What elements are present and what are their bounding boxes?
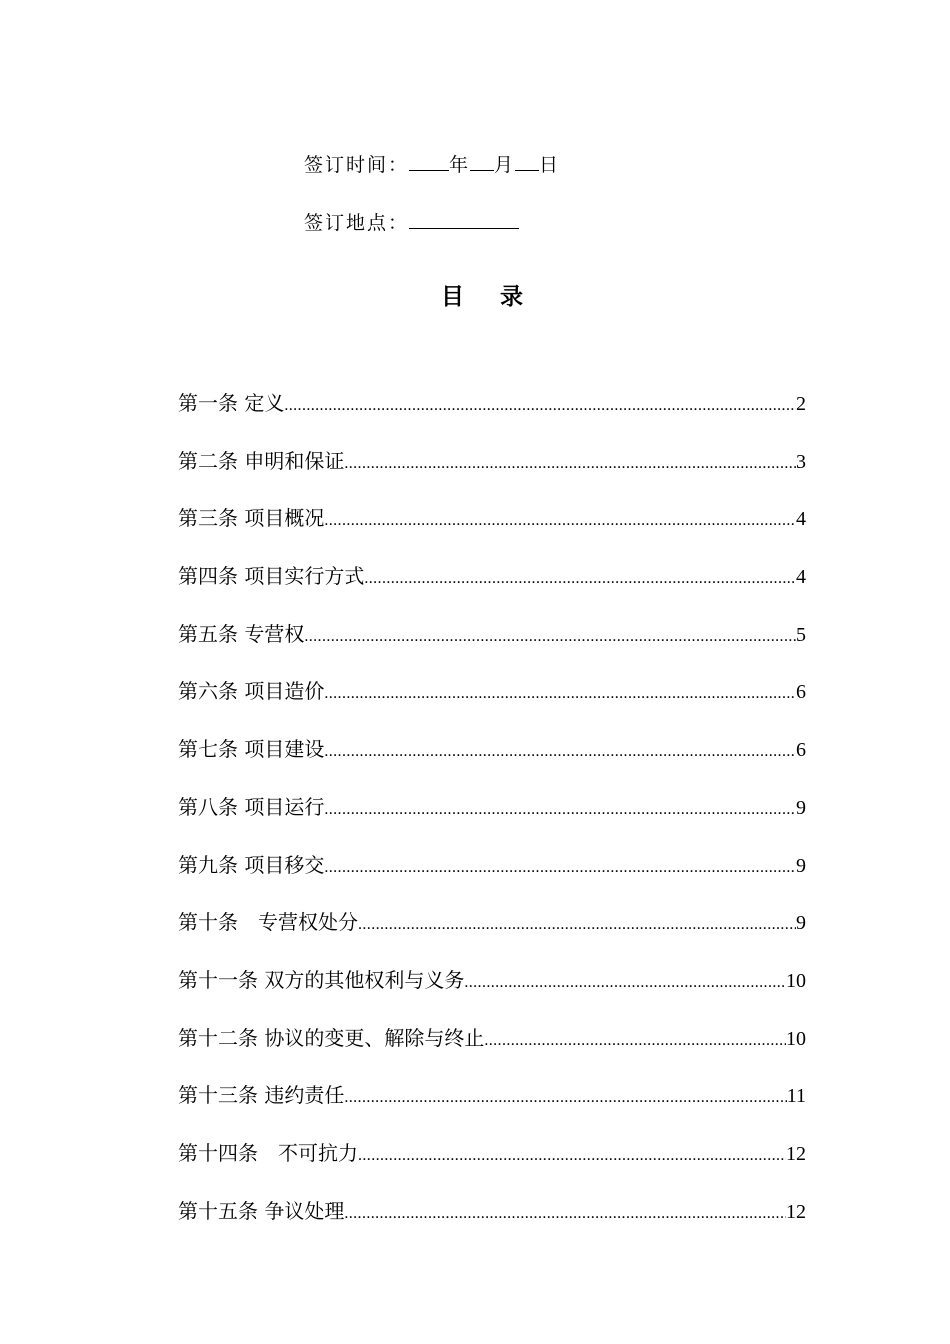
toc-entry[interactable]	[178, 504, 806, 562]
toc-entry[interactable]	[178, 1139, 806, 1197]
year-blank	[409, 152, 449, 171]
toc-entry-page-number: 3	[796, 450, 806, 473]
toc-entry-page-number: 9	[796, 796, 806, 819]
toc-dot-leader	[358, 911, 796, 939]
signing-time-label: 签订时间：	[304, 154, 410, 176]
month-label: 月	[494, 154, 516, 176]
toc-entry[interactable]	[178, 1081, 806, 1139]
toc-entry-label: 第一条 定义	[178, 391, 285, 415]
signing-place-label: 签订地点：	[304, 212, 410, 234]
toc-dot-leader	[344, 1084, 786, 1112]
day-label: 日	[539, 154, 561, 176]
toc-dot-leader	[484, 1027, 786, 1055]
toc-entry-page-number: 12	[786, 1142, 806, 1165]
toc-entry[interactable]	[178, 851, 806, 909]
toc-dot-leader	[324, 854, 796, 882]
toc-dot-leader	[364, 565, 796, 593]
toc-dot-leader	[304, 623, 796, 651]
toc-dot-leader	[324, 507, 796, 535]
toc-entry[interactable]	[178, 1197, 806, 1255]
toc-entry-page-number: 9	[796, 912, 806, 935]
toc-entry-page-number: 9	[796, 854, 806, 877]
toc-entry-page-number: 10	[786, 1027, 806, 1050]
toc-entry-label: 第八条 项目运行	[178, 794, 325, 819]
signing-time-line	[304, 152, 560, 177]
toc-entry-label: 第十二条 协议的变更、解除与终止	[178, 1025, 485, 1050]
signing-place-line	[304, 210, 519, 235]
toc-entry[interactable]	[178, 793, 806, 851]
toc-entry[interactable]	[178, 966, 806, 1024]
toc-dot-leader	[344, 450, 796, 478]
toc-entry-page-number: 4	[796, 566, 806, 589]
toc-entry-label: 第七条 项目建设	[178, 737, 325, 762]
toc-entry[interactable]	[178, 447, 806, 505]
toc-entry[interactable]	[178, 620, 806, 678]
month-blank	[470, 152, 494, 171]
toc-entry[interactable]	[178, 908, 806, 966]
toc-entry-page-number: 2	[796, 393, 806, 415]
toc-entry-label: 第九条 项目移交	[178, 852, 325, 877]
toc-entry-page-number: 6	[796, 739, 806, 762]
toc-entry-label: 第二条 申明和保证	[178, 448, 345, 473]
toc-entry-label: 第十五条 争议处理	[178, 1198, 345, 1223]
toc-dot-leader	[344, 1200, 786, 1228]
toc-dot-leader	[324, 680, 796, 708]
toc-entry-page-number: 10	[786, 969, 806, 992]
place-blank	[409, 210, 519, 229]
toc-title: 目 录	[440, 283, 537, 310]
toc-entry-page-number: 12	[786, 1200, 806, 1223]
year-label: 年	[449, 154, 471, 176]
toc-entry-label: 第十三条 违约责任	[178, 1083, 345, 1108]
toc-dot-leader	[284, 392, 796, 420]
toc-entry-page-number: 5	[796, 623, 806, 646]
toc-entry-label: 第十四条 不可抗力	[178, 1140, 358, 1165]
toc-entry-page-number: 6	[796, 681, 806, 704]
toc-entry[interactable]	[178, 1024, 806, 1082]
toc-dot-leader	[324, 796, 796, 824]
toc-entry[interactable]	[178, 677, 806, 735]
toc-entry[interactable]	[178, 562, 806, 620]
toc-entry-label: 第四条 项目实行方式	[178, 564, 365, 589]
table-of-contents	[178, 389, 806, 1254]
toc-entry-label: 第十一条 双方的其他权利与义务	[178, 967, 465, 992]
toc-entry[interactable]	[178, 735, 806, 793]
toc-entry-label: 第三条 项目概况	[178, 506, 325, 531]
toc-entry-page-number: 4	[796, 508, 806, 531]
toc-entry-label: 第五条 专营权	[178, 621, 305, 646]
toc-entry-page-number: 11	[786, 1085, 806, 1108]
toc-entry[interactable]	[178, 389, 806, 447]
toc-entry-label: 第六条 项目造价	[178, 679, 325, 704]
toc-entry-label: 第十条 专营权处分	[178, 910, 358, 935]
toc-dot-leader	[324, 738, 796, 766]
toc-dot-leader	[358, 1142, 786, 1170]
toc-dot-leader	[464, 969, 786, 997]
day-blank	[515, 152, 539, 171]
